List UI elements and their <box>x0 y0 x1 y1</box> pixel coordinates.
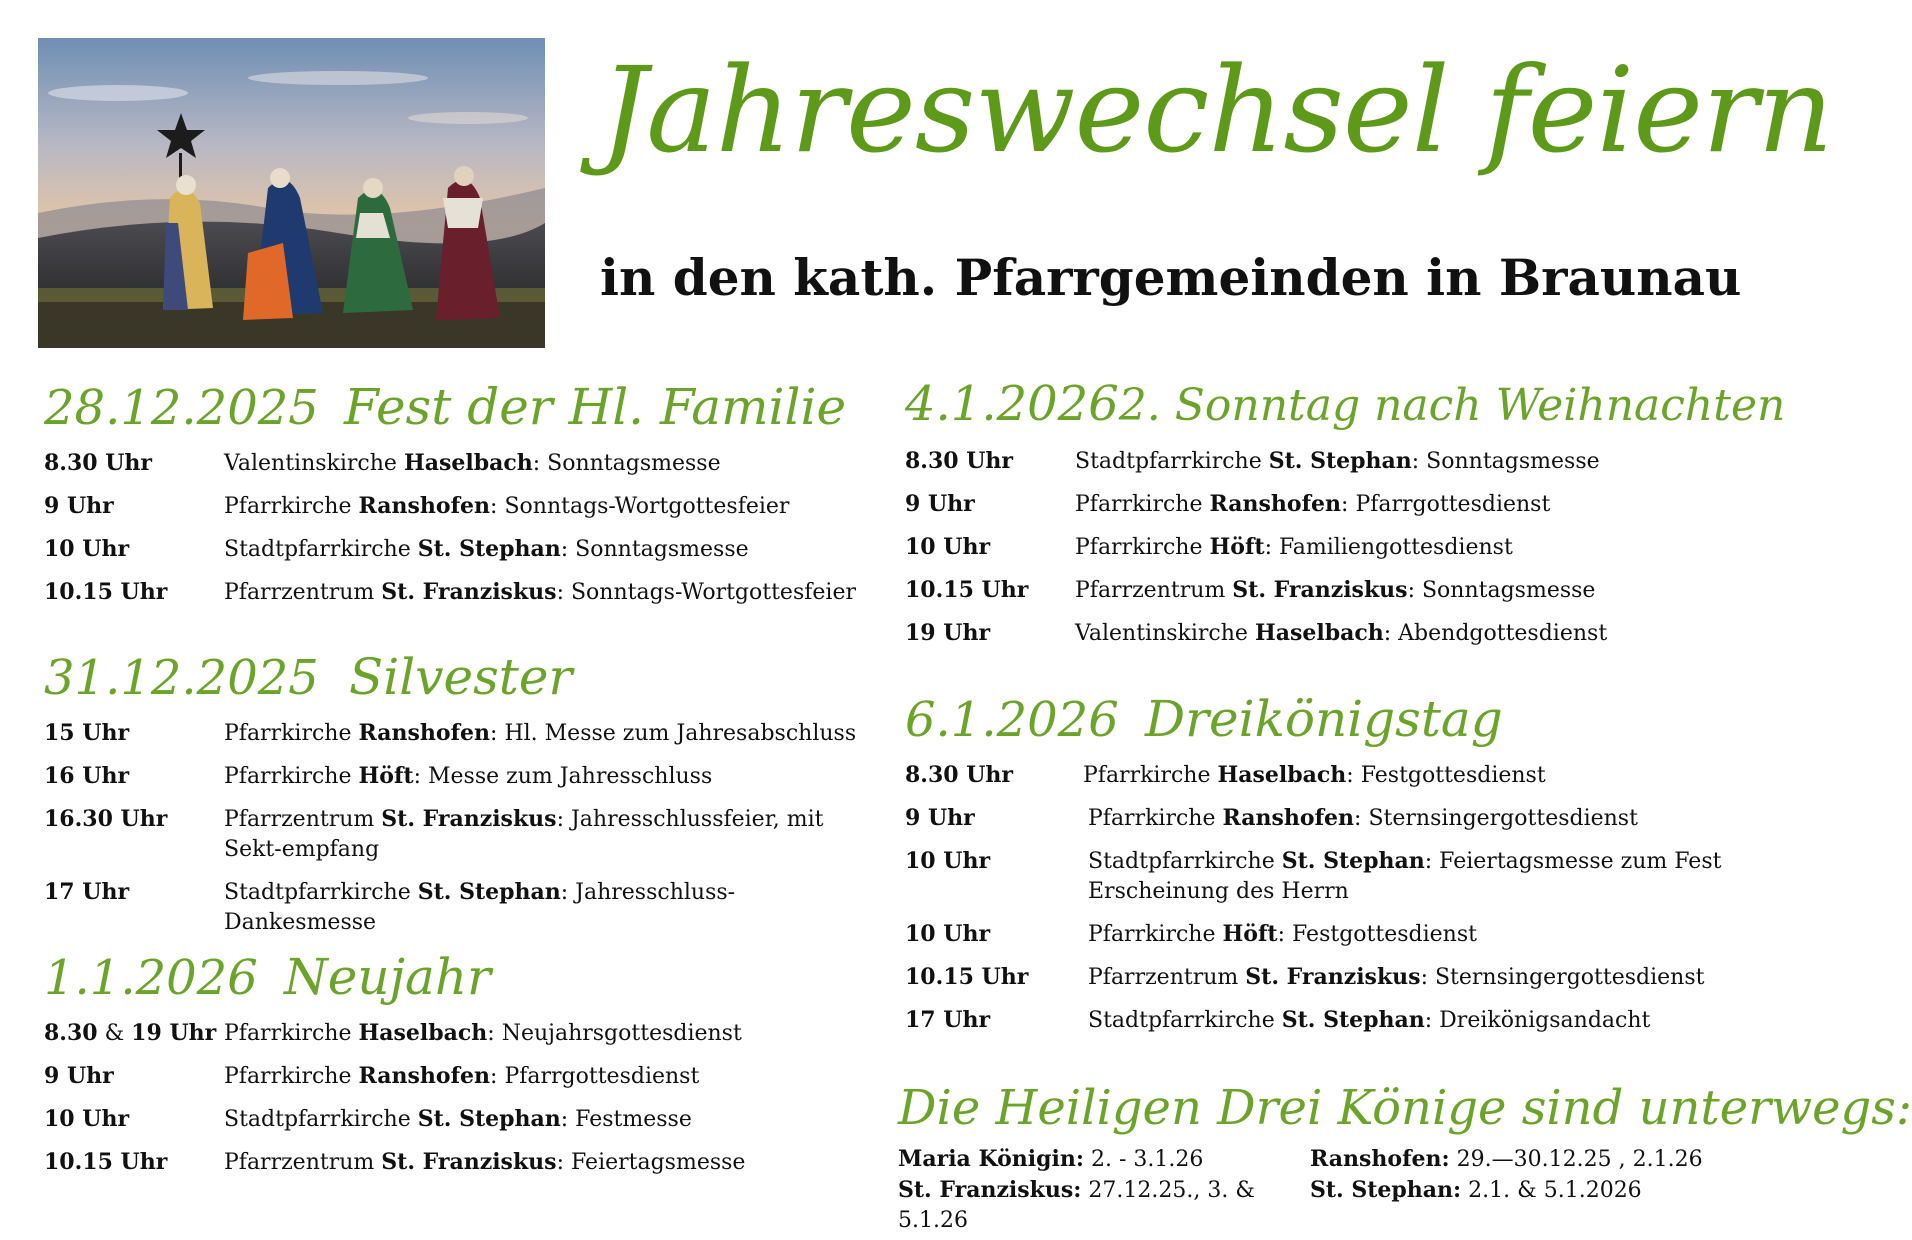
entry-place: Haselbach <box>403 450 533 476</box>
section-header <box>44 378 864 442</box>
entry-place: Höft <box>1209 534 1265 560</box>
entry-time: 10.15 Uhr <box>905 577 1029 603</box>
entry-desc: : Jahresschluss-Dankesmesse <box>224 880 736 935</box>
entry-place: Höft <box>358 763 414 789</box>
kings-heading: Die Heiligen Drei Könige sind unterwegs: <box>898 1080 1912 1136</box>
entry-church: Pfarrkirche <box>224 1021 359 1046</box>
entry-desc: : Pfarrgottesdienst <box>490 1064 700 1089</box>
list-item <box>905 962 1725 993</box>
section-date: 4.1.2026 <box>905 376 1119 432</box>
entry-desc: : Sonntagsmesse <box>1407 578 1596 603</box>
entry-church: Stadtpfarrkirche <box>224 1107 418 1132</box>
section-date: 6.1.2026 <box>905 692 1119 748</box>
kings-row <box>1310 1175 1720 1206</box>
entry-time: 10.15 Uhr <box>44 579 168 605</box>
list-item <box>905 575 1725 606</box>
entry-place: Ranshofen <box>358 1063 491 1089</box>
section-date: 1.1.2026 <box>44 950 258 1006</box>
kings-dates: 29.—30.12.25 , 2.1.26 <box>1449 1147 1703 1172</box>
entry-time: 10.15 Uhr <box>905 964 1029 990</box>
entry-desc: : Messe zum Jahresschluss <box>413 764 713 789</box>
entry-time: 9 Uhr <box>905 805 975 831</box>
entry-desc: : Dreikönigsandacht <box>1424 1008 1651 1033</box>
kings-photo-graphic <box>38 38 545 348</box>
entry-desc: : Pfarrgottesdienst <box>1341 492 1551 517</box>
entry-time: 10 Uhr <box>44 536 130 562</box>
list-item <box>905 846 1725 907</box>
entry-church: Stadtpfarrkirche <box>1088 849 1282 874</box>
entry-time: 10 Uhr <box>44 1106 130 1132</box>
entry-time: 19 Uhr <box>905 620 991 646</box>
kings-row <box>1310 1144 1720 1175</box>
section-name: Silvester <box>349 648 573 706</box>
section-header <box>905 690 1725 754</box>
kings-dates: 27.12.25., 3. & 5.1.26 <box>898 1178 1255 1233</box>
list-item <box>44 1061 864 1092</box>
section-name: Dreikönigstag <box>1145 690 1503 748</box>
entry-time: 17 Uhr <box>905 1007 991 1033</box>
entry-desc: : Sternsingergottesdienst <box>1420 965 1705 990</box>
entry-church: Valentinskirche <box>224 451 404 476</box>
entry-church: Stadtpfarrkirche <box>224 880 418 905</box>
entry-time: 8.30 Uhr <box>905 762 1014 788</box>
entry-place: Ranshofen <box>358 720 491 746</box>
entry-church: Pfarrkirche <box>1075 535 1210 560</box>
entry-church: Pfarrzentrum <box>224 807 382 832</box>
entry-desc: : Sternsingergottesdienst <box>1354 806 1638 831</box>
entry-church: Pfarrkirche <box>1088 806 1223 831</box>
section-31-12 <box>44 648 864 950</box>
entry-place: St. Franziskus <box>381 579 557 605</box>
entry-time-join: & <box>97 1021 132 1046</box>
entry-church: Pfarrkirche <box>224 1064 359 1089</box>
kings-place: Maria Königin: <box>898 1146 1084 1172</box>
entry-place: St. Stephan <box>417 1106 561 1132</box>
section-04-01 <box>905 376 1786 661</box>
entry-time: 9 Uhr <box>905 491 975 517</box>
entry-place: Ranshofen <box>1209 491 1342 517</box>
section-header <box>905 376 1786 440</box>
entry-time: 10 Uhr <box>905 921 991 947</box>
entry-place: St. Stephan <box>1268 448 1412 474</box>
entry-church: Pfarrkirche <box>224 494 359 519</box>
list-item <box>44 1147 864 1178</box>
entry-place: St. Stephan <box>417 536 561 562</box>
section-28-12 <box>44 378 864 620</box>
entry-time: 9 Uhr <box>44 493 114 519</box>
list-item <box>44 718 864 749</box>
kings-col-right <box>1310 1144 1720 1206</box>
entry-place: Ranshofen <box>358 493 491 519</box>
entry-desc: : Neujahrsgottesdienst <box>487 1021 742 1046</box>
entry-place: St. Franziskus <box>381 806 557 832</box>
list-item <box>44 491 864 522</box>
kings-dates: 2.1. & 5.1.2026 <box>1461 1178 1642 1203</box>
entry-church: Stadtpfarrkirche <box>1075 449 1269 474</box>
entry-time-b: 19 Uhr <box>131 1020 217 1046</box>
entry-desc: : Jahresschlussfeier, mit Sekt-empfang <box>224 807 824 862</box>
entry-time: 9 Uhr <box>44 1063 114 1089</box>
entry-desc: : Festgottesdienst <box>1277 922 1477 947</box>
entry-church: Pfarrkirche <box>1075 492 1210 517</box>
entry-time: 10 Uhr <box>905 848 991 874</box>
entry-church: Pfarrzentrum <box>224 580 382 605</box>
kings-place: St. Stephan: <box>1310 1177 1462 1203</box>
entry-time: 8.30 Uhr <box>905 448 1014 474</box>
entry-place: St. Franziskus <box>381 1149 557 1175</box>
entry-desc: : Hl. Messe zum Jahresabschluss <box>490 721 857 746</box>
kings-dates: 2. - 3.1.26 <box>1084 1147 1204 1172</box>
entry-time: 15 Uhr <box>44 720 130 746</box>
list-item <box>44 761 864 792</box>
entry-church: Pfarrkirche <box>1088 922 1223 947</box>
entry-time: 16 Uhr <box>44 763 130 789</box>
section-date: 31.12.2025 <box>44 650 319 706</box>
entry-desc: : Sonntags-Wortgottesfeier <box>490 494 790 519</box>
entry-place: St. Stephan <box>417 879 561 905</box>
kings-photo <box>38 38 545 348</box>
section-header <box>44 948 864 1012</box>
entry-place: St. Stephan <box>1281 848 1425 874</box>
entry-church: Stadtpfarrkirche <box>1088 1008 1282 1033</box>
section-date: 28.12.2025 <box>44 380 319 436</box>
list-item <box>905 760 1725 791</box>
list-item <box>44 877 864 938</box>
list-item <box>44 1104 864 1135</box>
kings-place: St. Franziskus: <box>898 1177 1082 1203</box>
list-item <box>44 534 864 565</box>
entry-desc: : Familiengottesdienst <box>1264 535 1513 560</box>
section-01-01 <box>44 948 864 1190</box>
entry-time: 10.15 Uhr <box>44 1149 168 1175</box>
entry-place: Ranshofen <box>1222 805 1355 831</box>
entry-time <box>44 1018 224 1049</box>
list-item <box>44 448 864 479</box>
entry-place: St. Franziskus <box>1232 577 1408 603</box>
entry-church: Pfarrzentrum <box>224 1150 382 1175</box>
entry-time: 16.30 Uhr <box>44 806 168 832</box>
kings-row <box>898 1175 1308 1236</box>
section-name: 2. Sonntag nach Weihnachten <box>1118 380 1786 431</box>
entry-church: Pfarrkirche <box>1083 763 1218 788</box>
page-title: Jahreswechsel feiern <box>600 41 1833 179</box>
entry-desc: : Sonntagsmesse <box>532 451 721 476</box>
entry-time: 10 Uhr <box>905 534 991 560</box>
list-item <box>905 1005 1725 1036</box>
list-item <box>905 446 1725 477</box>
entry-time: 8.30 Uhr <box>44 450 153 476</box>
kings-row <box>898 1144 1308 1175</box>
entry-church: Pfarrkirche <box>224 764 359 789</box>
entry-church: Pfarrzentrum <box>1088 965 1246 990</box>
kings-col-left <box>898 1144 1308 1236</box>
list-item <box>44 1018 864 1049</box>
entry-desc: : Feiertagsmesse zum Fest Erscheinung des Herrn <box>1088 849 1722 904</box>
entry-desc: : Sonntagsmesse <box>560 537 749 562</box>
entry-church: Pfarrzentrum <box>1075 578 1233 603</box>
entry-church: Stadtpfarrkirche <box>224 537 418 562</box>
entry-church: Pfarrkirche <box>224 721 359 746</box>
entry-desc: : Festgottesdienst <box>1346 763 1546 788</box>
entry-desc: : Sonntags-Wortgottesfeier <box>556 580 856 605</box>
entry-place: Haselbach <box>1254 620 1384 646</box>
entry-place: Haselbach <box>358 1020 488 1046</box>
section-06-01 <box>905 690 1725 1048</box>
entry-place: Höft <box>1222 921 1278 947</box>
entry-desc: : Abendgottesdienst <box>1383 621 1608 646</box>
entry-place: St. Stephan <box>1281 1007 1425 1033</box>
entry-desc: : Sonntagsmesse <box>1411 449 1600 474</box>
entry-desc: : Festmesse <box>560 1107 692 1132</box>
section-name: Fest der Hl. Familie <box>344 378 847 436</box>
entry-time: 17 Uhr <box>44 879 130 905</box>
list-item <box>44 804 864 865</box>
list-item <box>905 618 1725 649</box>
list-item <box>905 532 1725 563</box>
section-name: Neujahr <box>284 948 491 1006</box>
list-item <box>44 577 864 608</box>
kings-place: Ranshofen: <box>1310 1146 1450 1172</box>
entry-desc: : Feiertagsmesse <box>556 1150 746 1175</box>
list-item <box>905 919 1725 950</box>
entry-place: Haselbach <box>1217 762 1347 788</box>
list-item <box>905 803 1725 834</box>
section-header <box>44 648 864 712</box>
list-item <box>905 489 1725 520</box>
page-subtitle: in den kath. Pfarrgemeinden in Braunau <box>600 248 1742 307</box>
entry-time-a: 8.30 <box>44 1020 98 1046</box>
entry-church: Valentinskirche <box>1075 621 1255 646</box>
entry-place: St. Franziskus <box>1245 964 1421 990</box>
